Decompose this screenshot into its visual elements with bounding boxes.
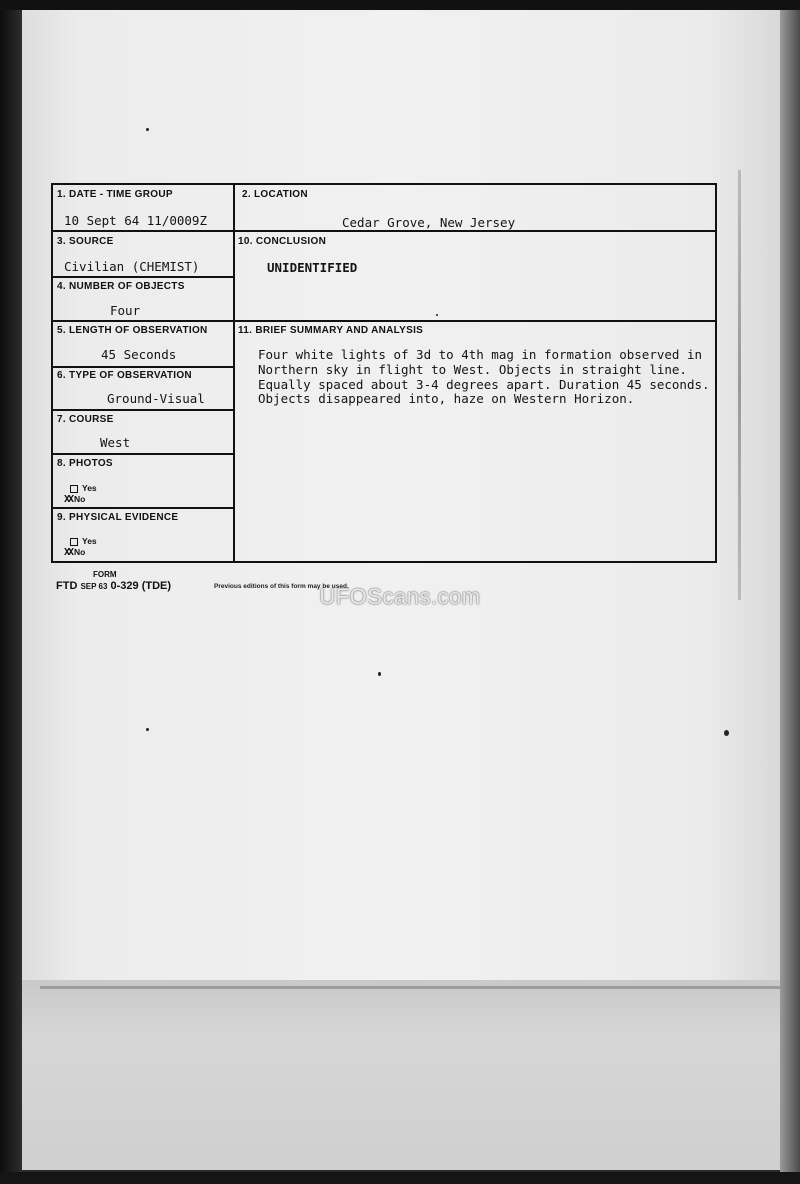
location-label: 2. LOCATION <box>242 189 308 200</box>
photos-yes-option: Yes <box>70 483 97 493</box>
summary-line: Northern sky in flight to West. Objects in straight line. <box>258 361 687 377</box>
course-label: 7. COURSE <box>57 414 114 425</box>
location-value: Cedar Grove, New Jersey <box>342 215 516 230</box>
date-time-value: 10 Sept 64 11/0009Z <box>64 213 207 228</box>
length-of-observation-value: 45 Seconds <box>101 347 177 362</box>
summary-line: Objects disappeared into, haze on Western Horizon. <box>258 391 635 407</box>
checkbox-icon <box>70 485 78 493</box>
scan-edge-top <box>0 0 800 10</box>
type-of-observation-value: Ground-Visual <box>107 391 205 406</box>
watermark: UFOScans.com <box>319 584 481 609</box>
number-of-objects-label: 4. NUMBER OF OBJECTS <box>57 281 185 292</box>
speck <box>146 728 149 731</box>
conclusion-value: UNIDENTIFIED <box>267 260 358 275</box>
type-of-observation-label: 6. TYPE OF OBSERVATION <box>57 370 192 381</box>
summary-line: Equally spaced about 3-4 degrees apart. Duration 45 seconds. <box>258 376 710 392</box>
scan-edge-bottom <box>0 1172 800 1184</box>
conclusion-label: 10. CONCLUSION <box>238 236 327 247</box>
source-label: 3. SOURCE <box>57 236 114 247</box>
row-divider <box>52 453 234 455</box>
paper-lower-fold <box>18 980 782 1170</box>
row-divider <box>52 507 234 509</box>
summary-text <box>258 348 718 407</box>
row-divider <box>52 409 234 411</box>
physical-evidence-yes-option: Yes <box>70 536 97 546</box>
column-divider <box>233 184 235 562</box>
row-divider <box>52 230 716 232</box>
footer-note: Previous editions of this form may be used. <box>214 583 349 590</box>
speck <box>378 672 381 676</box>
summary-label: 11. BRIEF SUMMARY AND ANALYSIS <box>238 325 424 336</box>
footer-form-id: FTD SEP 63 0-329 (TDE) <box>56 580 172 592</box>
physical-evidence-no-option: XX No <box>64 547 86 558</box>
source-value: Civilian (CHEMIST) <box>64 259 200 274</box>
typed-x-mark: XX <box>64 547 73 558</box>
bleed-through-strip <box>738 170 741 600</box>
photos-no-option: XX No <box>64 494 86 505</box>
row-divider <box>52 320 716 322</box>
date-time-label: 1. DATE - TIME GROUP <box>57 189 173 200</box>
physical-evidence-label: 9. PHYSICAL EVIDENCE <box>57 512 179 523</box>
row-divider <box>52 276 234 278</box>
photos-label: 8. PHOTOS <box>57 458 113 469</box>
speck <box>146 128 149 131</box>
row-divider <box>52 366 234 368</box>
speck <box>724 730 729 736</box>
footer-form-word: FORM <box>93 570 117 579</box>
course-value: West <box>100 435 131 450</box>
length-of-observation-label: 5. LENGTH OF OBSERVATION <box>57 325 208 336</box>
typed-x-mark: XX <box>64 494 73 505</box>
fold-line <box>40 986 780 989</box>
summary-line: Four white lights of 3d to 4th mag in formation observed in <box>258 347 703 362</box>
checkbox-icon <box>70 538 78 546</box>
number-of-objects-value: Four <box>110 303 141 318</box>
